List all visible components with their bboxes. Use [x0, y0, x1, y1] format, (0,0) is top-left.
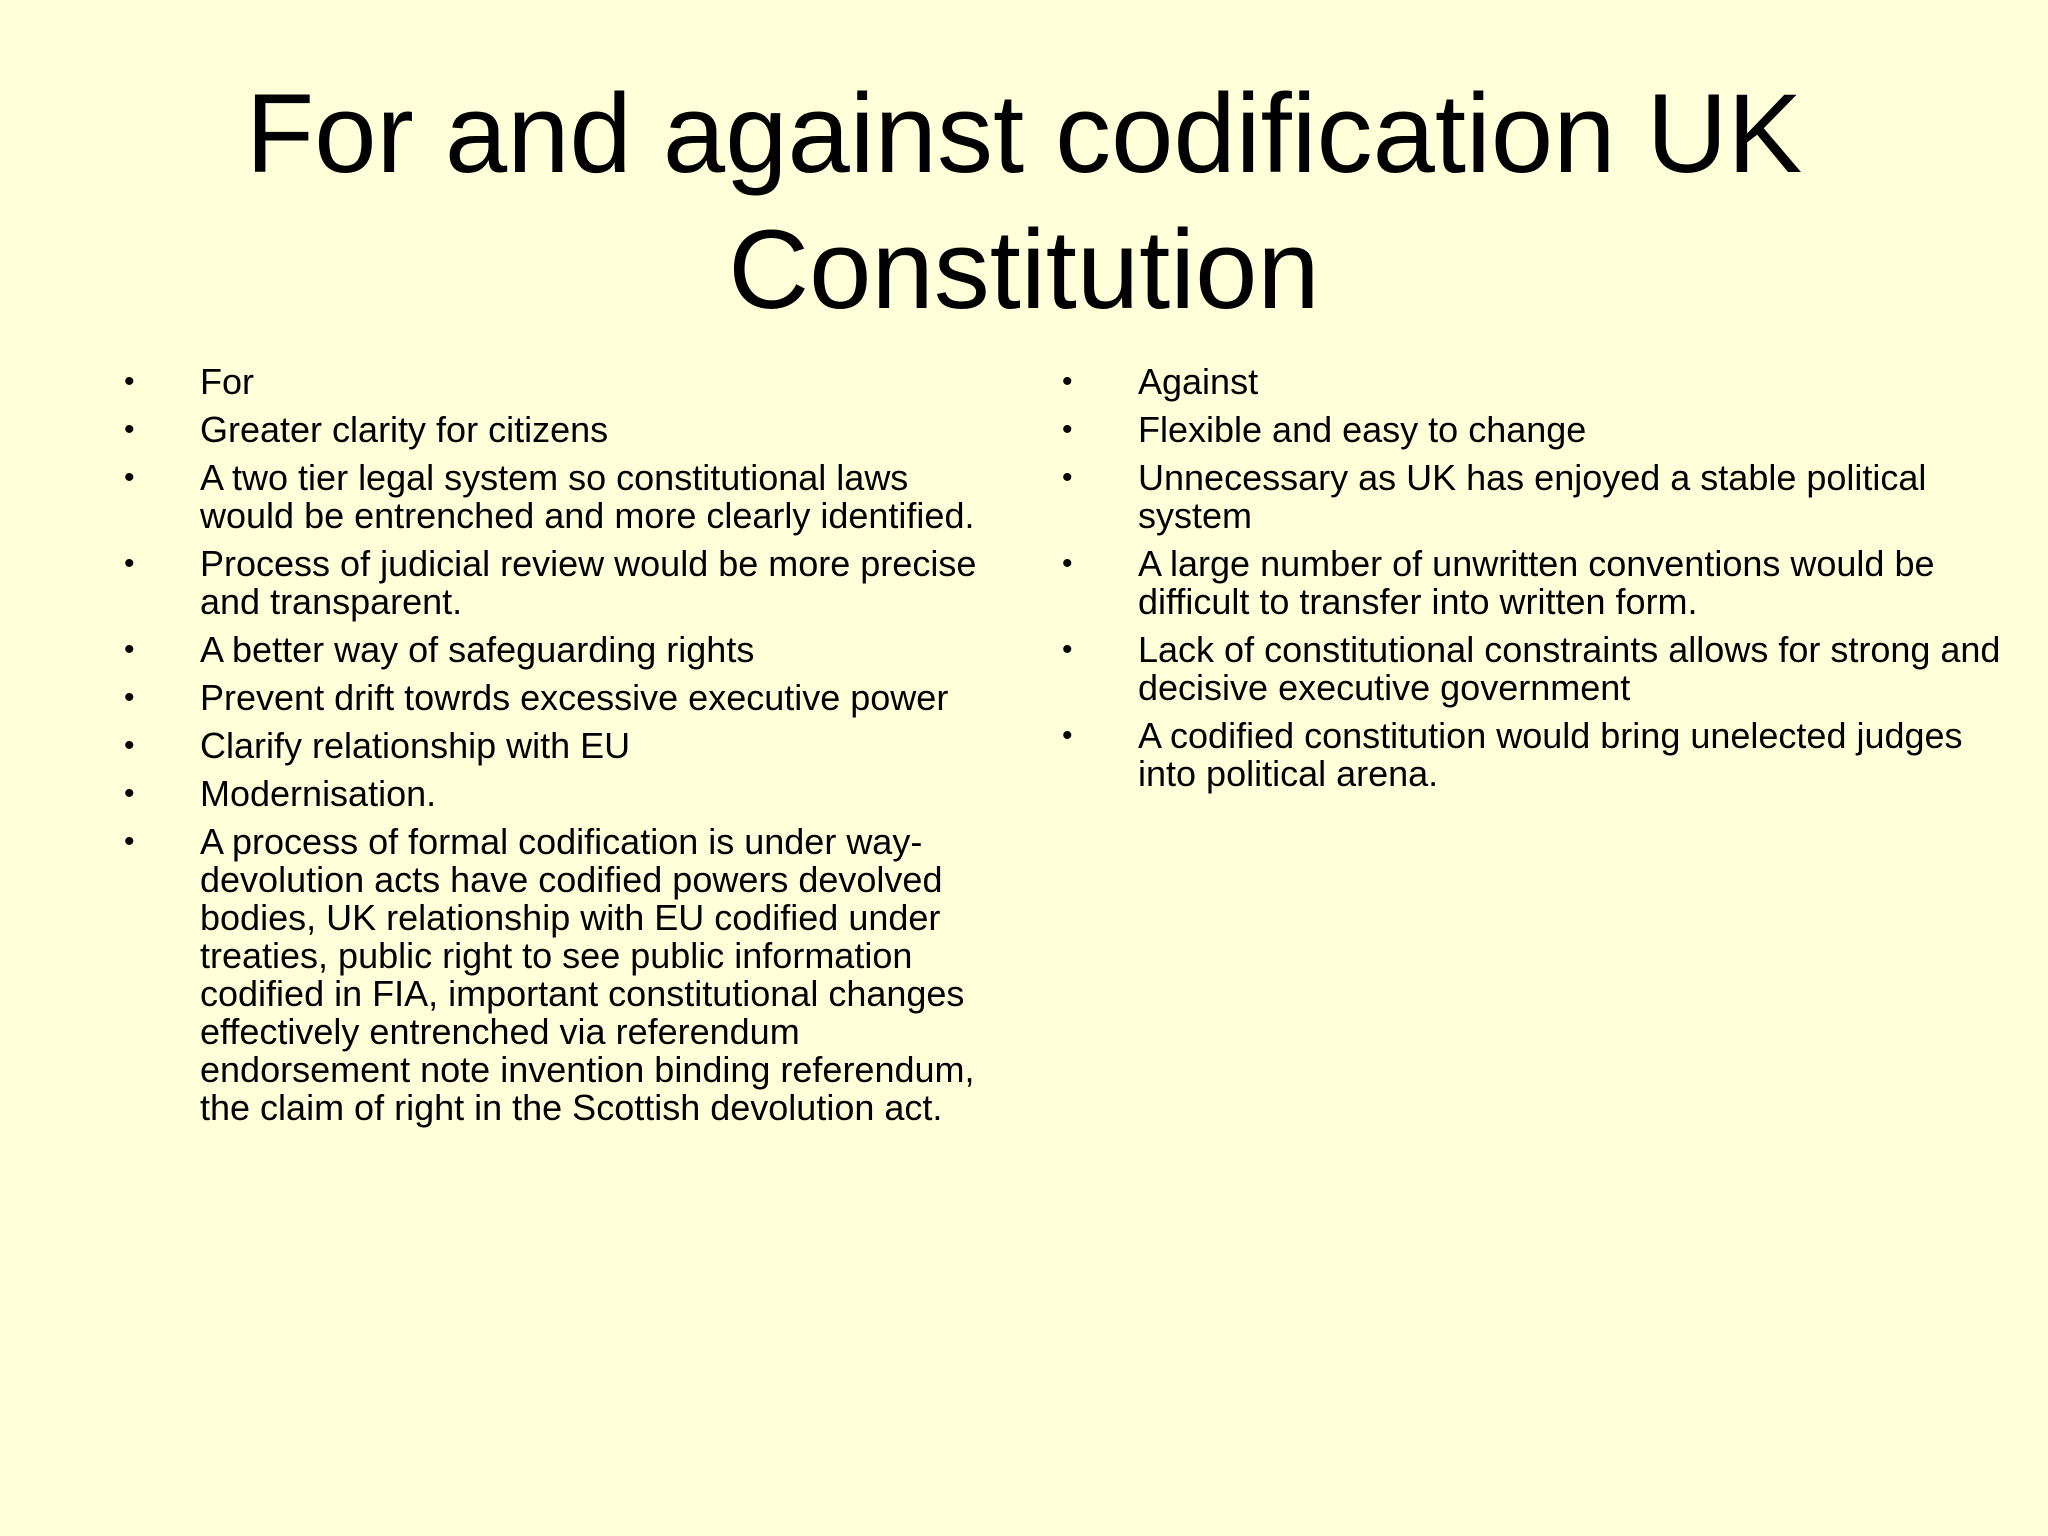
list-item-text: Lack of constitutional constraints allows for strong and decisive executive government	[1138, 629, 2001, 708]
list-item	[124, 631, 1004, 669]
against-column	[1062, 363, 2002, 803]
list-item-text: Against	[1138, 361, 1259, 402]
list-item	[124, 727, 1004, 765]
slide-title	[0, 66, 2048, 338]
bullet-icon: •	[124, 633, 135, 666]
list-item	[124, 411, 1004, 449]
bullet-icon: •	[124, 413, 135, 446]
bullet-icon: •	[124, 547, 135, 580]
list-item-text: A process of formal codification is under way- devolution acts have codified powers devolved bodies, UK relationship with EU codified under treaties, public right to see public information codified in FIA, important constitutional changes effectively entrenched via referendum endorsement note invention binding referendum, the claim of right in the Scottish devolution act.	[200, 821, 975, 1128]
bullet-icon: •	[1062, 547, 1073, 580]
list-item	[1062, 363, 2002, 401]
bullet-icon: •	[124, 461, 135, 494]
bullet-icon: •	[124, 681, 135, 714]
bullet-icon: •	[1062, 633, 1073, 666]
bullet-icon: •	[124, 729, 135, 762]
bullet-icon: •	[124, 825, 135, 858]
list-item-text: Process of judicial review would be more precise and transparent.	[200, 543, 977, 622]
list-item	[1062, 411, 2002, 449]
list-item-text: A two tier legal system so constitutional laws would be entrenched and more clearly identified.	[200, 457, 975, 536]
list-item	[124, 775, 1004, 813]
list-item	[124, 545, 1004, 621]
list-item-text: A large number of unwritten conventions would be difficult to transfer into written form.	[1138, 543, 1935, 622]
bullet-icon: •	[124, 777, 135, 810]
slide-title-line-2: Constitution	[728, 207, 1320, 332]
list-item	[1062, 631, 2002, 707]
list-item-text: Unnecessary as UK has enjoyed a stable political system	[1138, 457, 1927, 536]
bullet-icon: •	[124, 365, 135, 398]
list-item-text: Clarify relationship with EU	[200, 725, 631, 766]
list-item-text: For	[200, 361, 254, 402]
bullet-icon: •	[1062, 719, 1073, 752]
list-item	[124, 459, 1004, 535]
bullet-icon: •	[1062, 365, 1073, 398]
list-item	[1062, 545, 2002, 621]
list-item	[124, 679, 1004, 717]
list-item-text: A better way of safeguarding rights	[200, 629, 755, 670]
list-item	[1062, 459, 2002, 535]
list-item-text: A codified constitution would bring unelected judges into political arena.	[1138, 715, 1963, 794]
list-item	[124, 823, 1004, 1127]
bullet-icon: •	[1062, 413, 1073, 446]
list-item-text: Greater clarity for citizens	[200, 409, 609, 450]
slide-title-line-1: For and against codification UK	[245, 71, 1803, 196]
bullet-icon: •	[1062, 461, 1073, 494]
list-item	[124, 363, 1004, 401]
list-item	[1062, 717, 2002, 793]
for-column	[124, 363, 1004, 1137]
list-item-text: Modernisation.	[200, 773, 437, 814]
list-item-text: Prevent drift towrds excessive executive power	[200, 677, 949, 718]
list-item-text: Flexible and easy to change	[1138, 409, 1587, 450]
